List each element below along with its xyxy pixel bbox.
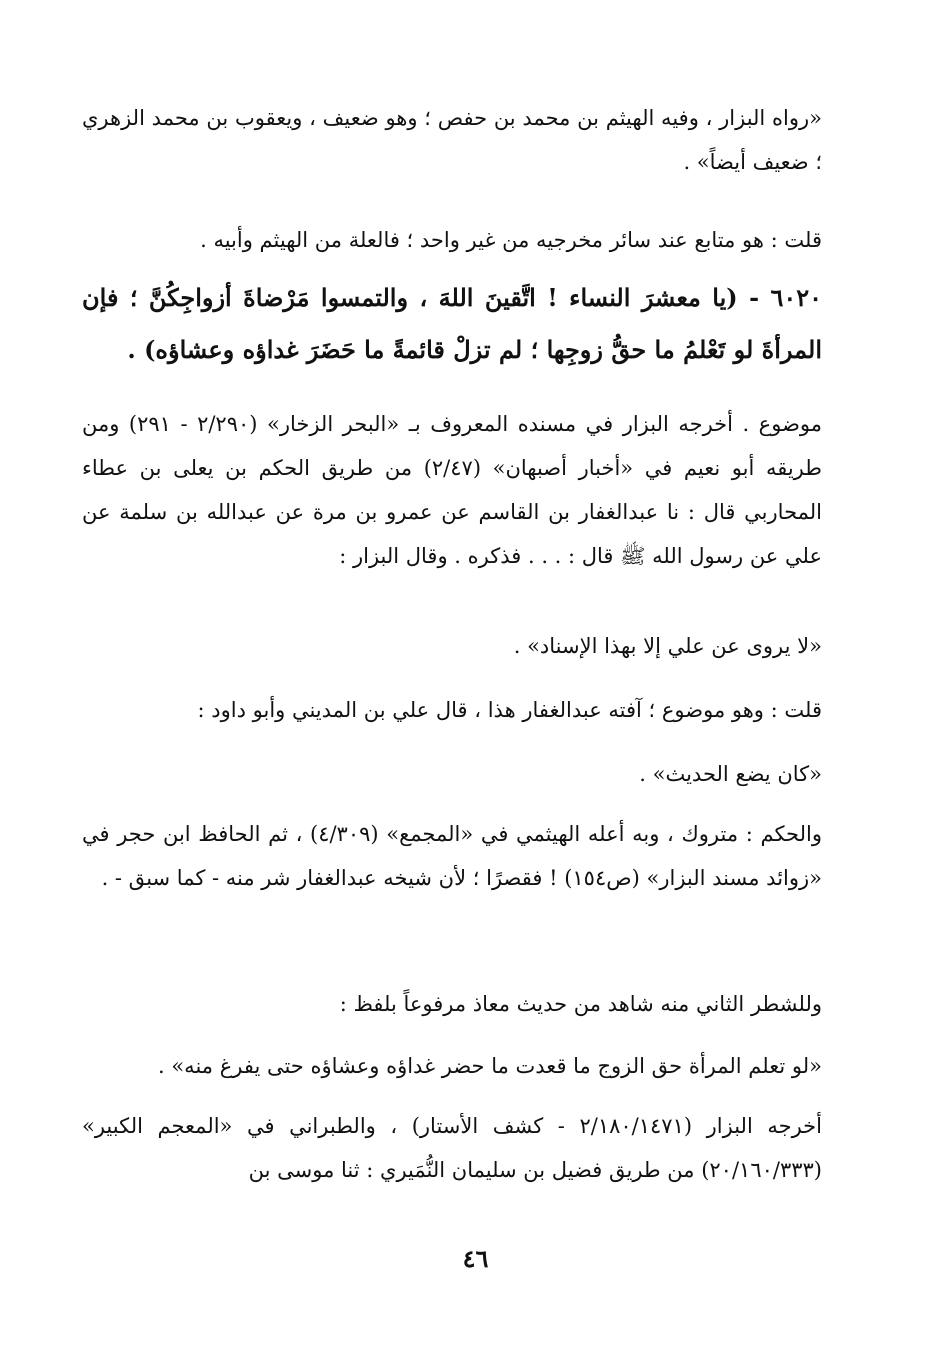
paragraph-judgement: قلت : وهو موضوع ؛ آفته عبدالغفار هذا ، قال علي بن المديني وأبو داود :	[197, 698, 822, 722]
paragraph-final-takhrij: أخرجه البزار (٢/١٨٠/١٤٧١ - كشف الأستار) ، والطبراني في «المعجم الكبير» (٢٠/١٦٠/٣٣٣) من طريق فضيل بن سليمان النُّمَيري : ثنا موسى بن	[82, 1114, 822, 1182]
paragraph-muadh-hadith: «لو تعلم المرأة حق الزوج ما قعدت ما حضر غداؤه وعشاؤه حتى يفرغ منه» .	[157, 1054, 822, 1078]
hadith-heading-6020: ٦٠٢٠ - (يا معشرَ النساء ! اتَّقينَ اللهَ ، والتمسوا مَرْضاةَ أزواجِكُنَّ ؛ فإن المرأةَ لو تَعْلمُ ما حقُّ زوجِها ؛ لم تزلْ قائمةً ما حَضَرَ غداؤه وعشاؤه) .	[82, 283, 822, 364]
page-number: ٤٦	[462, 1244, 489, 1273]
paragraph-bazzar-quote: «رواه البزار ، وفيه الهيثم بن محمد بن حفص ؛ وهو ضعيف ، ويعقوب بن محمد الزهري ؛ ضعيف أيضاً» .	[82, 106, 822, 174]
paragraph-bazzar-statement: «لا يروى عن علي إلا بهذا الإسناد» .	[513, 634, 822, 658]
paragraph-fabricator-quote: «كان يضع الحديث» .	[639, 762, 822, 786]
paragraph-takhrij: موضوع . أخرجه البزار في مسنده المعروف بـ «البحر الزخار» (٢/٢٩٠ - ٢٩١) ومن طريقه أبو نعيم في «أخبار أصبهان» (٢/٤٧) من طريق الحكم بن يعلى بن عطاء المحاربي قال : نا عبدالغفار بن القاسم عن عمرو بن مرة عن عبدالله بن سلمة عن علي عن رسول الله ﷺ قال : . . . فذكره . وقال البزار :	[82, 412, 822, 568]
paragraph-witness: وللشطر الثاني منه شاهد من حديث معاذ مرفوعاً بلفظ :	[339, 992, 822, 1016]
paragraph-hakam: والحكم : متروك ، وبه أعله الهيثمي في «المجمع» (٤/٣٠٩) ، ثم الحافظ ابن حجر في «زوائد مسند البزار» (ص١٥٤) ! فقصرًا ؛ لأن شيخه عبدالغفار شر منه - كما سبق - .	[82, 822, 822, 890]
paragraph-note-haytham: قلت : هو متابع عند سائر مخرجيه من غير واحد ؛ فالعلة من الهيثم وأبيه .	[200, 228, 822, 252]
